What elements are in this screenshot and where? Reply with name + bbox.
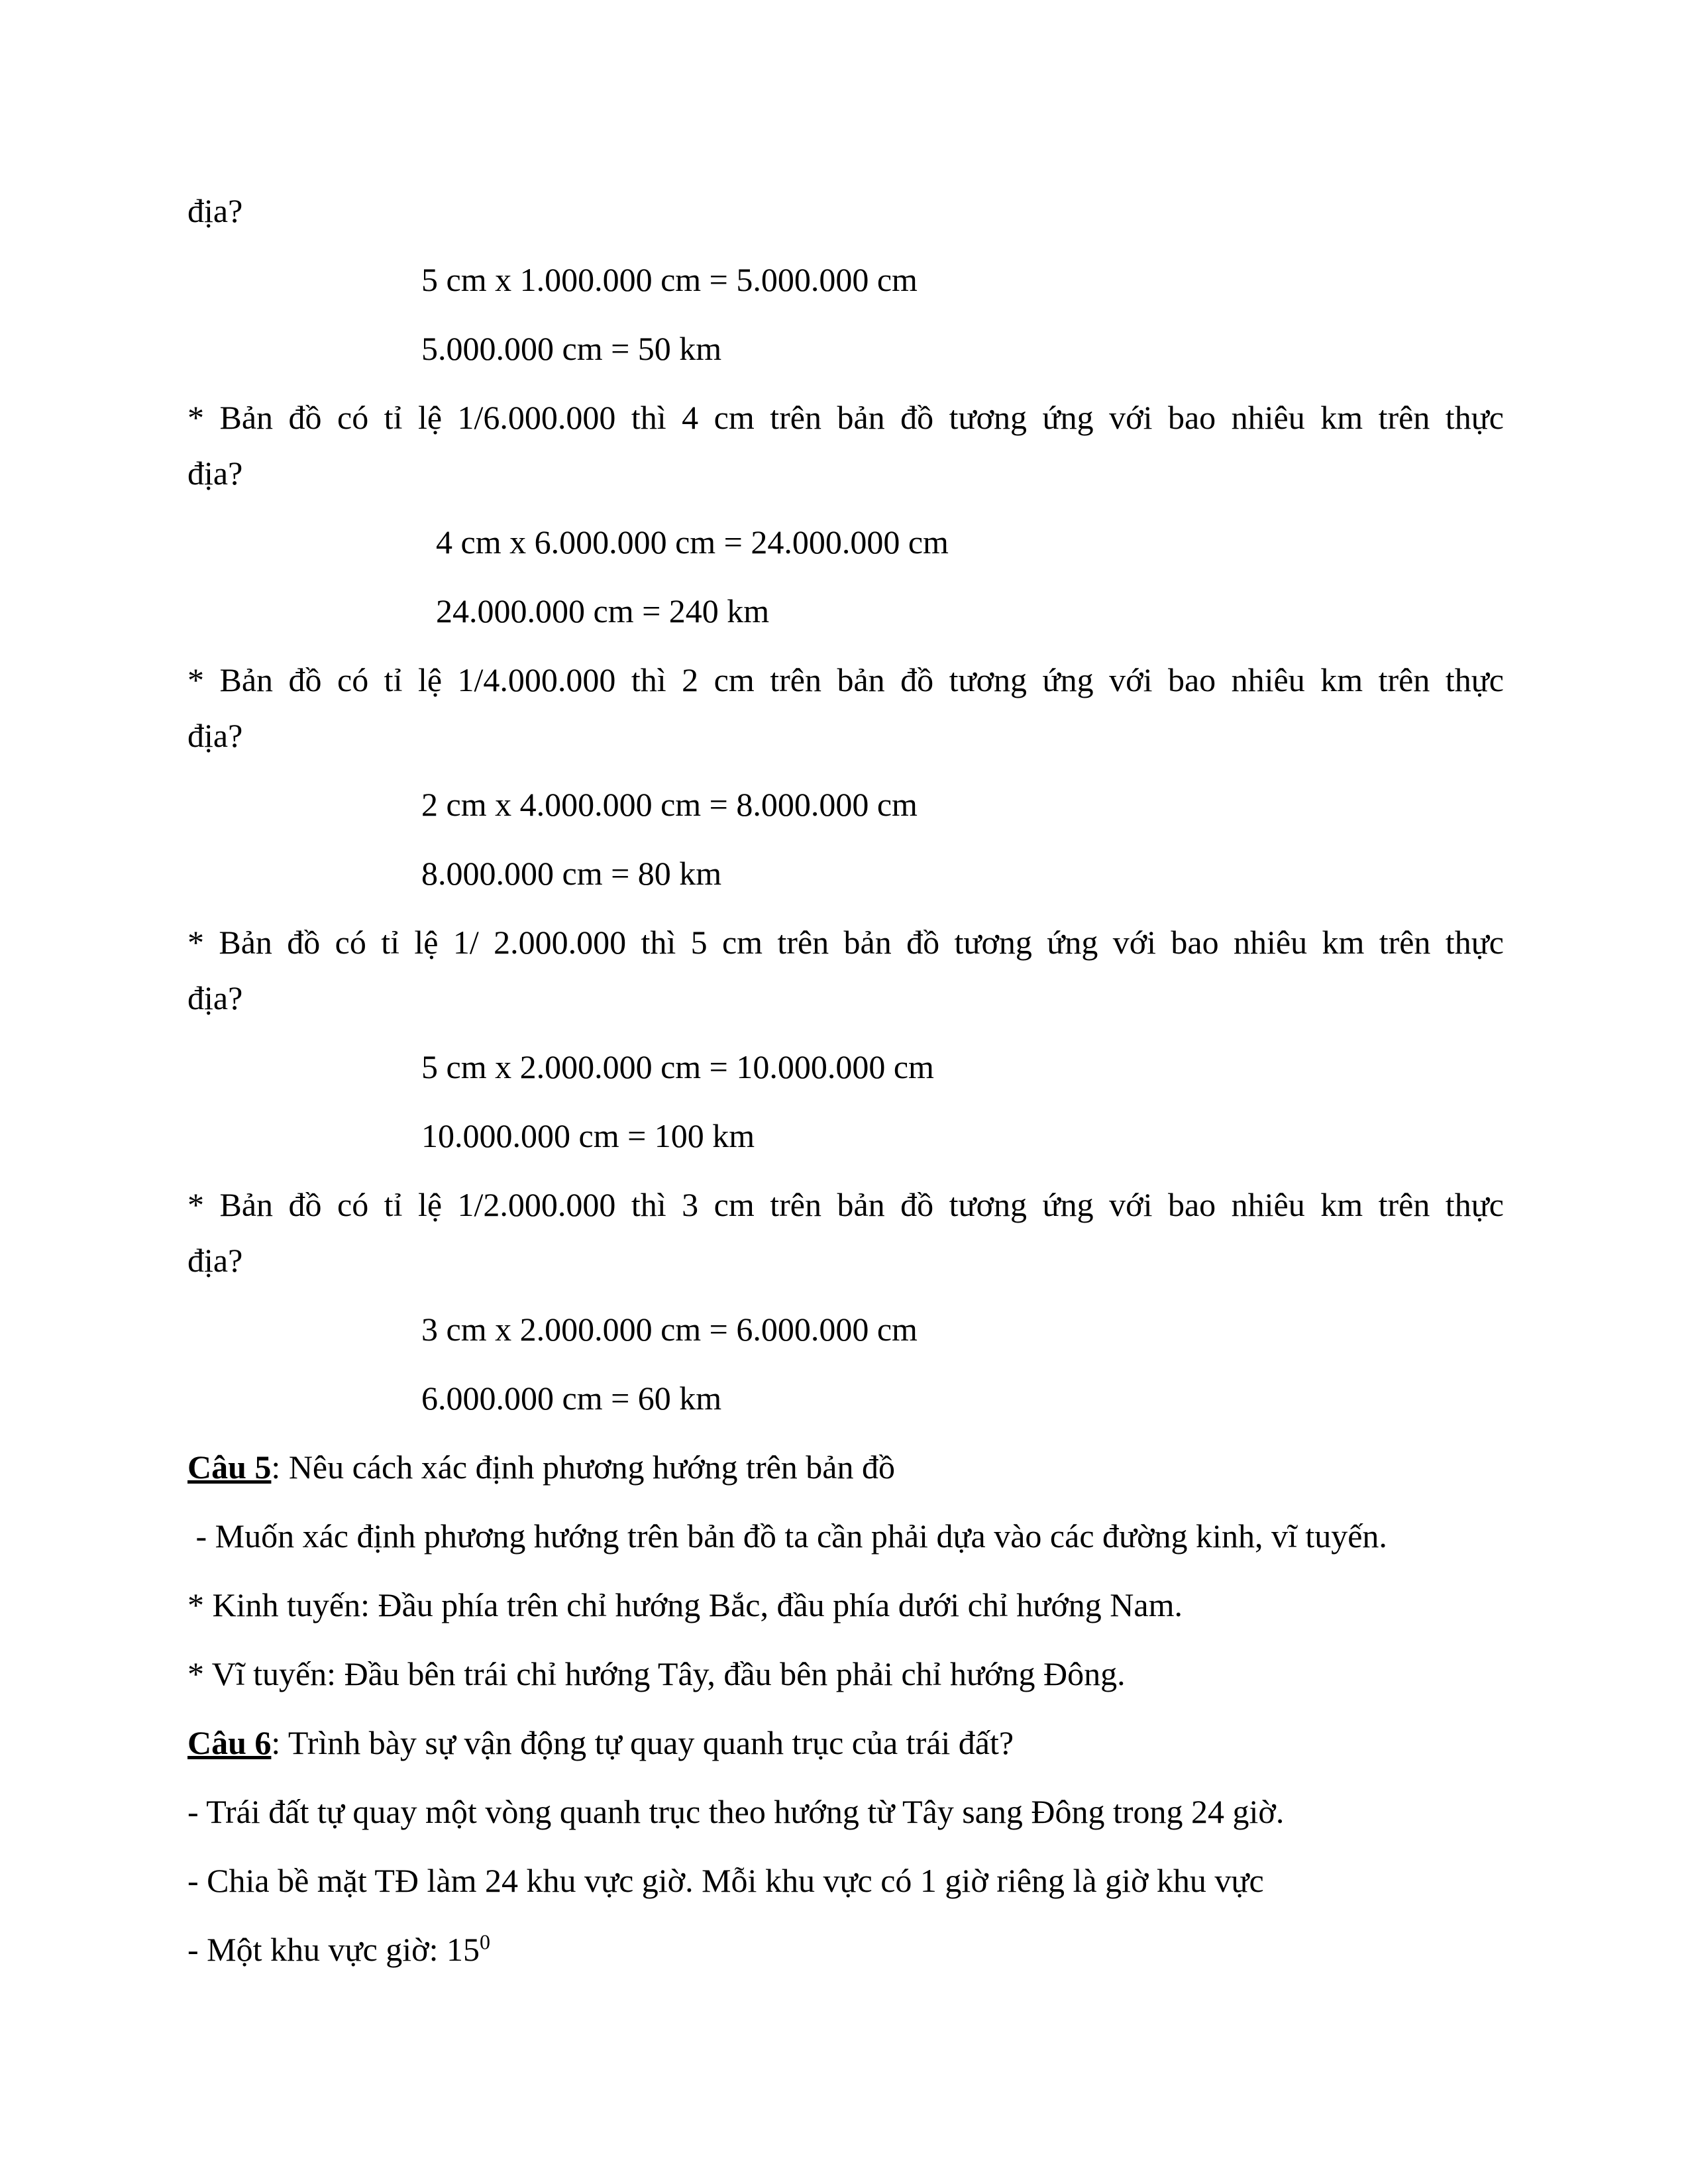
question-line: * Bản đồ có tỉ lệ 1/4.000.000 thì 2 cm trên bản đồ tương ứng với bao nhiêu km trên thực [187,661,1504,698]
question-continuation: địa? [187,717,243,754]
question-continuation: địa? [187,979,243,1016]
question-line: * Bản đồ có tỉ lệ 1/6.000.000 thì 4 cm trên bản đồ tương ứng với bao nhiêu km trên thực [187,399,1504,436]
cau5-label: Câu 5 [187,1448,272,1486]
question-continuation: địa? [187,1242,243,1279]
result-line: 10.000.000 cm = 100 km [421,1117,755,1154]
degree-superscript: 0 [480,1930,491,1954]
cau6-answer-line: - Chia bề mặt TĐ làm 24 khu vực giờ. Mỗi khu vực có 1 giờ riêng là giờ khu vực [187,1862,1264,1899]
result-line: 5.000.000 cm = 50 km [421,330,722,367]
cau6-answer-line [187,1930,490,1969]
question-line: * Bản đồ có tỉ lệ 1/2.000.000 thì 3 cm trên bản đồ tương ứng với bao nhiêu km trên thực [187,1186,1504,1223]
cau6-answer-text: - Một khu vực giờ: 15 [187,1931,480,1968]
cau5-question: : Nêu cách xác định phương hướng trên bản đồ [271,1448,895,1486]
cau5-answer-line: * Vĩ tuyến: Đầu bên trái chỉ hướng Tây, đầu bên phải chỉ hướng Đông. [187,1655,1126,1692]
cau5-heading [187,1447,895,1487]
question-continuation: địa? [187,455,243,492]
question-continuation: địa? [187,192,243,229]
cau5-answer-line: * Kinh tuyến: Đầu phía trên chỉ hướng Bắc, đầu phía dưới chỉ hướng Nam. [187,1586,1183,1623]
calculation-line: 2 cm x 4.000.000 cm = 8.000.000 cm [421,786,918,823]
cau6-heading [187,1723,1014,1763]
calculation-line: 4 cm x 6.000.000 cm = 24.000.000 cm [436,523,949,561]
calculation-line: 5 cm x 1.000.000 cm = 5.000.000 cm [421,261,918,298]
cau5-answer-line: - Muốn xác định phương hướng trên bản đồ ta cần phải dựa vào các đường kinh, vĩ tuyến. [187,1517,1387,1555]
cau6-label: Câu 6 [187,1724,272,1761]
result-line: 6.000.000 cm = 60 km [421,1380,722,1417]
cau6-question: : Trình bày sự vận động tự quay quanh trục của trái đất? [271,1724,1014,1761]
result-line: 24.000.000 cm = 240 km [436,592,770,629]
cau6-answer-line: - Trái đất tự quay một vòng quanh trục theo hướng từ Tây sang Đông trong 24 giờ. [187,1793,1285,1830]
calculation-line: 3 cm x 2.000.000 cm = 6.000.000 cm [421,1311,918,1348]
result-line: 8.000.000 cm = 80 km [421,855,722,892]
calculation-line: 5 cm x 2.000.000 cm = 10.000.000 cm [421,1048,934,1085]
question-line: * Bản đồ có tỉ lệ 1/ 2.000.000 thì 5 cm trên bản đồ tương ứng với bao nhiêu km trên thực [187,924,1504,961]
